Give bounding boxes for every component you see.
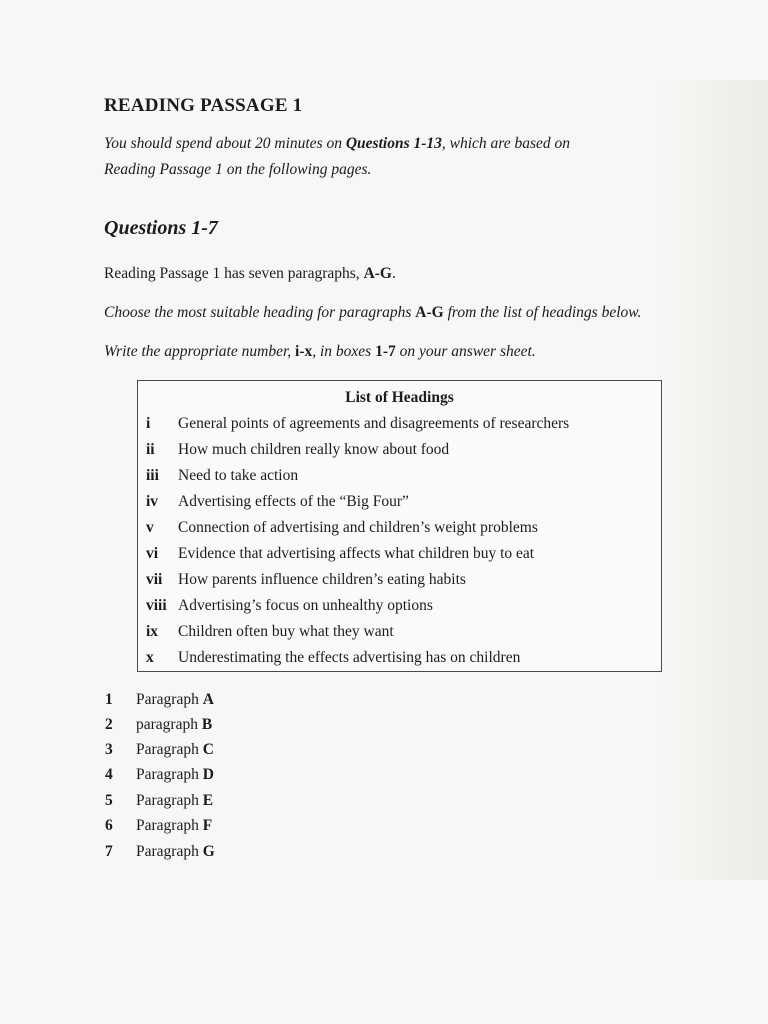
- answer-label: [136, 716, 212, 734]
- answer-item: [105, 843, 215, 861]
- heading-number: iii: [146, 467, 159, 484]
- list-of-headings-box: [137, 380, 662, 672]
- heading-number: x: [146, 649, 154, 666]
- heading-number: viii: [146, 597, 167, 614]
- instruction-3: [104, 343, 536, 361]
- answer-number: 2: [105, 716, 113, 733]
- answer-label: [136, 691, 214, 709]
- answer-label-text: paragraph: [136, 716, 198, 733]
- answer-letter: C: [202, 741, 214, 758]
- answer-letter: B: [201, 716, 213, 733]
- answer-number: 6: [105, 817, 113, 834]
- instruction-3-tail-2: on your answer sheet.: [395, 343, 536, 360]
- answer-number: 4: [105, 766, 113, 783]
- answer-letter: G: [202, 843, 215, 860]
- heading-item: [146, 415, 569, 439]
- answer-number: 1: [105, 691, 113, 708]
- instruction-1-bold: A-G: [363, 265, 392, 282]
- answer-label-text: Paragraph: [136, 691, 199, 708]
- heading-item: [146, 623, 394, 647]
- answer-item: [105, 691, 214, 709]
- answer-letter: A: [202, 691, 214, 708]
- instruction-2-tail: from the list of headings below.: [443, 304, 642, 321]
- answer-label-text: Paragraph: [136, 843, 199, 860]
- answer-item: [105, 741, 214, 759]
- instruction-2-bold: A-G: [415, 304, 444, 321]
- answer-item: [105, 716, 212, 734]
- page-shadow: [658, 80, 768, 880]
- heading-text: Underestimating the effects advertising has on children: [178, 649, 521, 666]
- heading-number: ix: [146, 623, 159, 640]
- instruction-1-text: Reading Passage 1 has seven paragraphs,: [104, 265, 364, 282]
- heading-item: [146, 441, 449, 465]
- questions-heading: Questions 1-7: [104, 217, 218, 239]
- answer-label-text: Paragraph: [136, 766, 199, 783]
- answer-label: [136, 741, 214, 759]
- heading-text: How parents influence children’s eating habits: [178, 571, 466, 588]
- heading-text: Advertising effects of the “Big Four”: [178, 493, 409, 510]
- intro-questions-range: Questions 1-13: [345, 135, 442, 152]
- instruction-2-text: Choose the most suitable heading for paragraphs: [104, 304, 416, 321]
- answer-item: [105, 817, 212, 835]
- answer-letter: D: [202, 766, 214, 783]
- instruction-2: [104, 304, 641, 322]
- heading-number: iv: [146, 493, 159, 510]
- instruction-3-text: Write the appropriate number,: [104, 343, 296, 360]
- answer-label-text: Paragraph: [136, 792, 199, 809]
- answer-label: [136, 843, 215, 861]
- instruction-1-tail: .: [391, 265, 396, 282]
- answer-label: [136, 766, 214, 784]
- answer-item: [105, 766, 214, 784]
- heading-text: Evidence that advertising affects what children buy to eat: [178, 545, 535, 562]
- instruction-3-bold-2: 1-7: [375, 343, 396, 360]
- answer-number: 5: [105, 792, 113, 809]
- heading-item: [146, 571, 466, 595]
- heading-text: General points of agreements and disagreements of researchers: [178, 415, 570, 432]
- instruction-3-tail: , in boxes: [312, 343, 376, 360]
- heading-number: i: [146, 415, 151, 432]
- heading-item: [146, 649, 520, 673]
- answer-label-text: Paragraph: [136, 817, 199, 834]
- answer-label: [136, 792, 213, 810]
- answer-number: 3: [105, 741, 113, 758]
- list-of-headings-title: List of Headings: [345, 389, 454, 406]
- answer-letter: E: [202, 792, 214, 809]
- heading-item: [146, 467, 298, 491]
- passage-title: READING PASSAGE 1: [104, 95, 303, 116]
- intro-text-part-2: , which are based on: [441, 135, 571, 152]
- heading-number: vi: [146, 545, 159, 562]
- heading-item: [146, 545, 534, 569]
- heading-item: [146, 493, 409, 517]
- instruction-1: [104, 265, 396, 283]
- heading-text: How much children really know about food: [178, 441, 450, 458]
- heading-text: Need to take action: [178, 467, 299, 484]
- heading-item: [146, 597, 433, 621]
- answer-letter: F: [202, 817, 213, 834]
- heading-text: Children often buy what they want: [178, 623, 394, 640]
- answer-item: [105, 792, 213, 810]
- heading-number: v: [146, 519, 154, 536]
- answer-number: 7: [105, 843, 113, 860]
- intro-text-part-1: You should spend about 20 minutes on: [104, 135, 346, 152]
- answer-label: [136, 817, 212, 835]
- instruction-3-bold: i-x: [295, 343, 313, 360]
- heading-number: ii: [146, 441, 155, 458]
- answer-label-text: Paragraph: [136, 741, 199, 758]
- heading-text: Advertising’s focus on unhealthy options: [178, 597, 433, 614]
- heading-number: vii: [146, 571, 163, 588]
- intro-text: [104, 131, 679, 183]
- heading-item: [146, 519, 538, 543]
- heading-text: Connection of advertising and children’s weight problems: [178, 519, 538, 536]
- intro-text-line-2: Reading Passage 1 on the following pages.: [104, 161, 372, 178]
